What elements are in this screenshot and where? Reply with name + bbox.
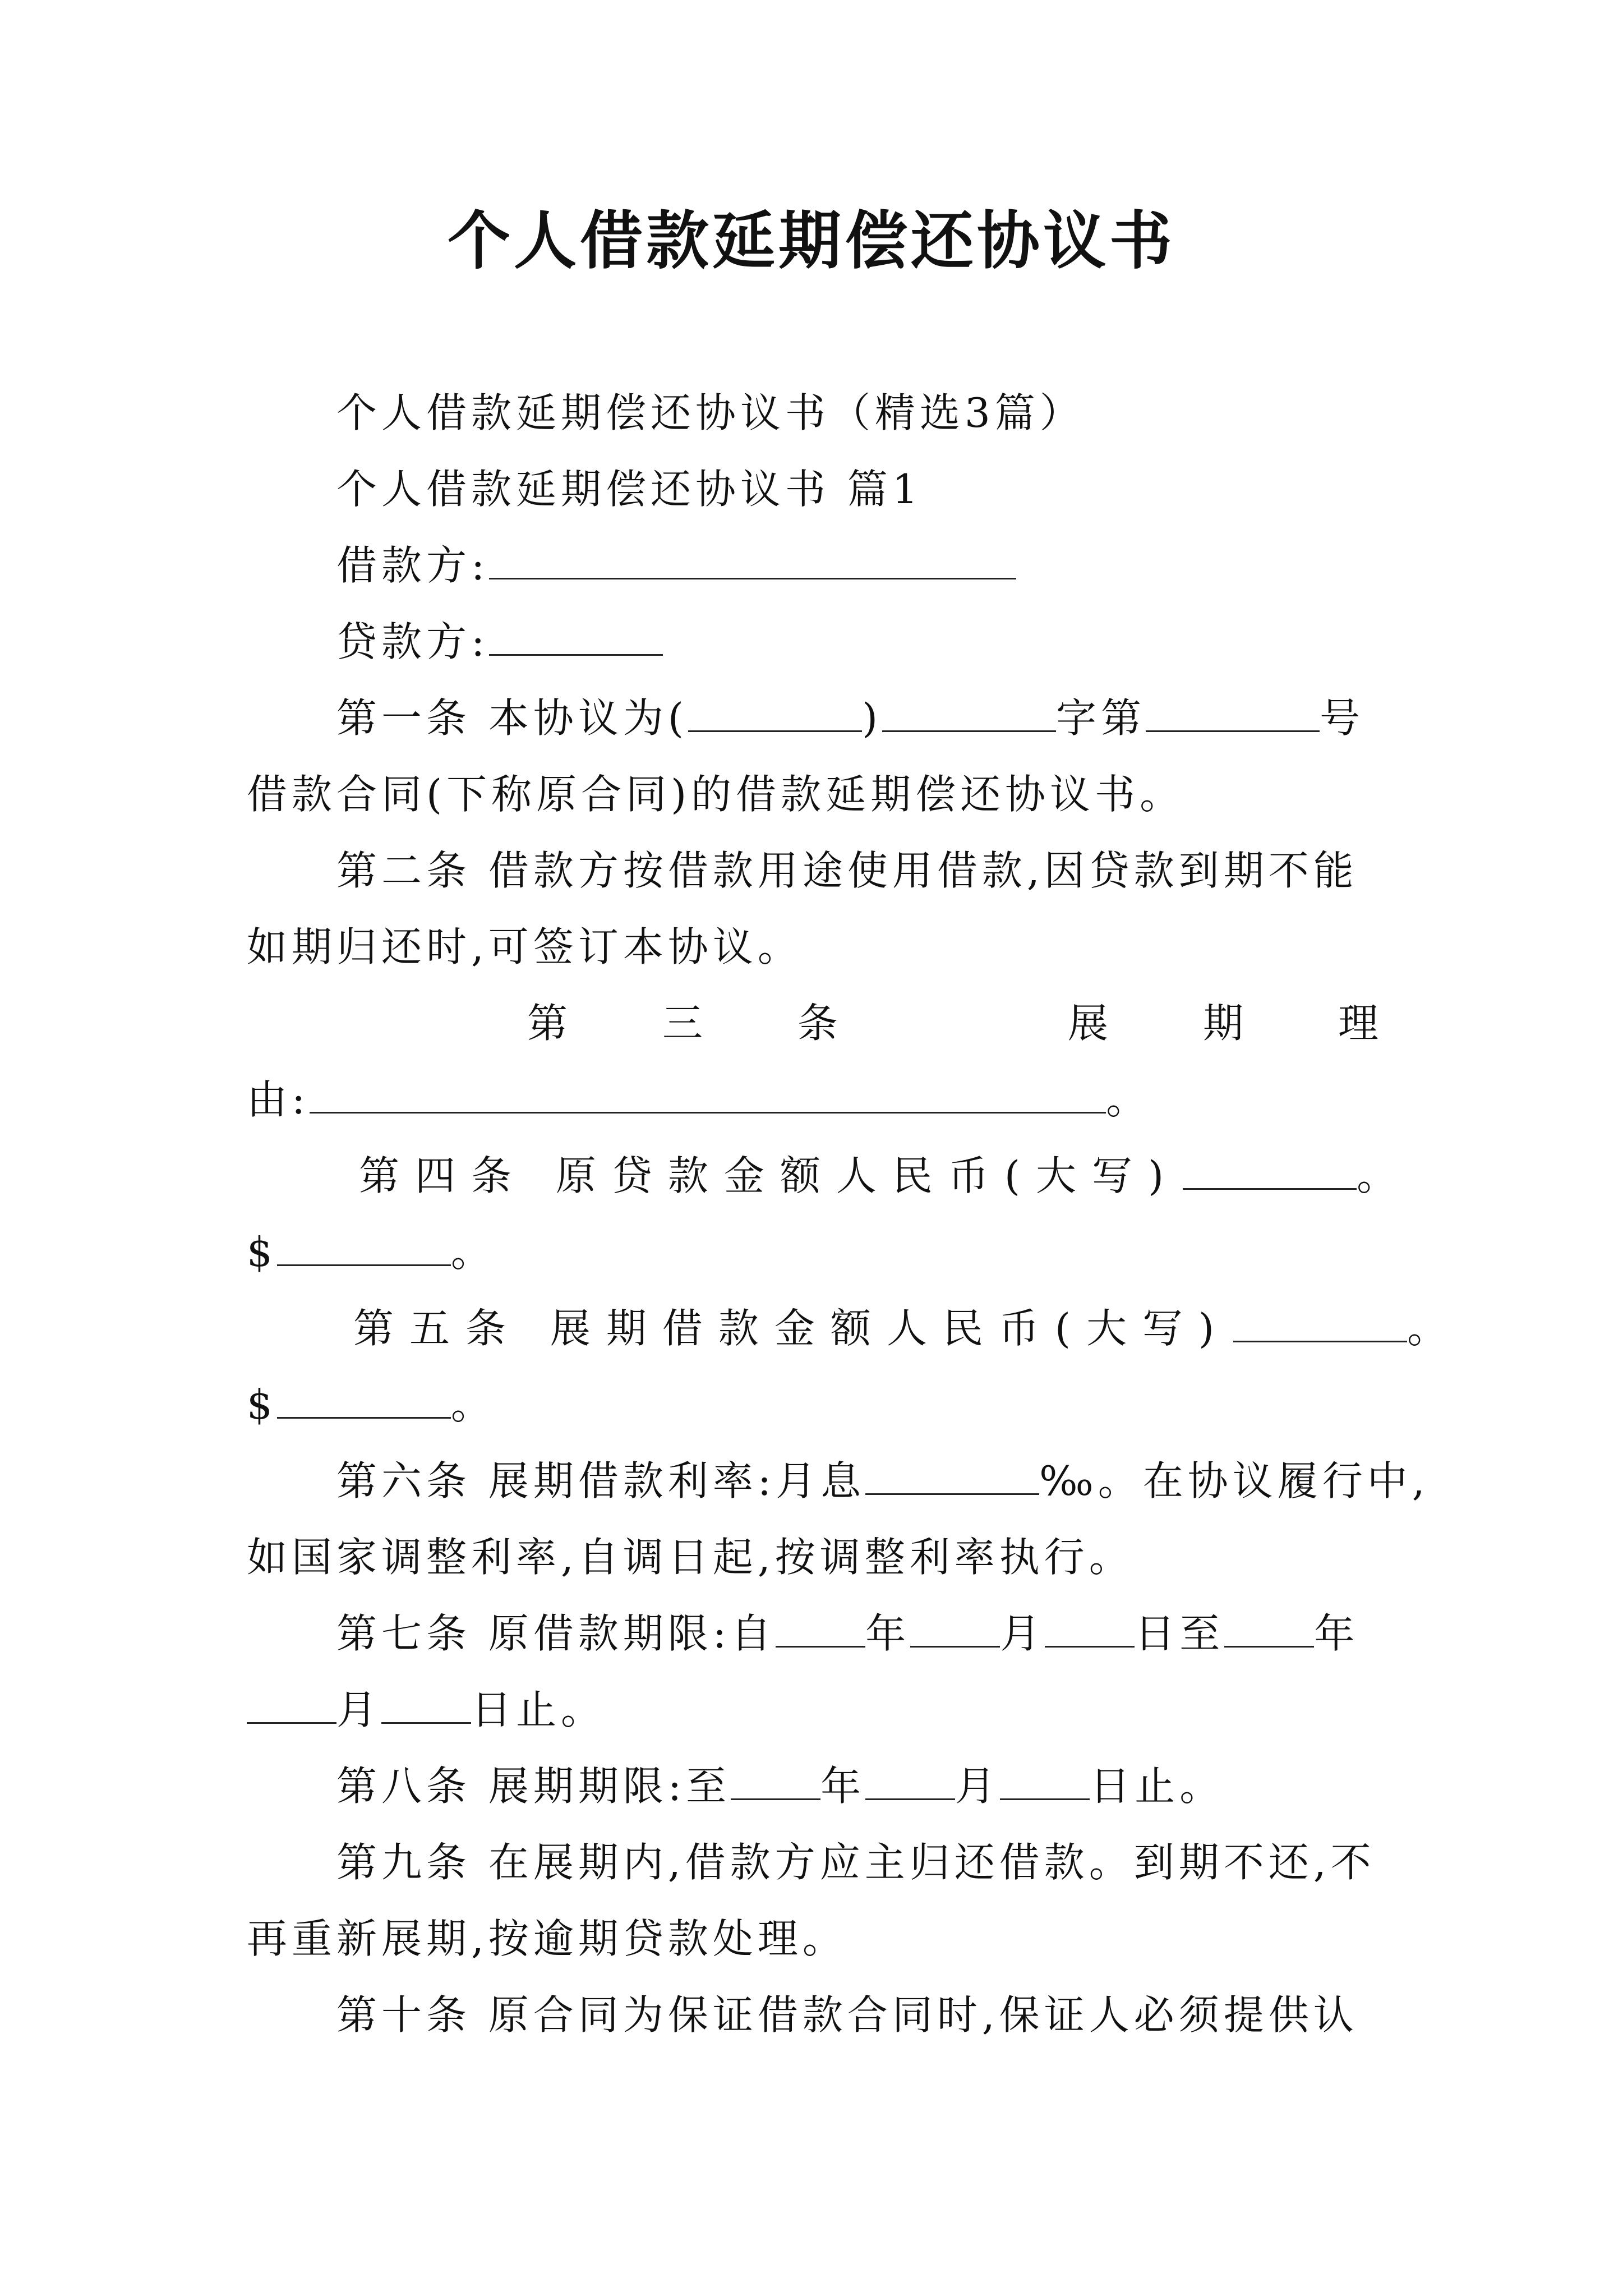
article-7-blank-5[interactable]: [247, 1683, 336, 1724]
article-4-text: 第四条 原贷款金额人民币(大写): [359, 1152, 1180, 1199]
article-8-year: 年: [820, 1763, 866, 1810]
article-6-blank[interactable]: [865, 1454, 1039, 1495]
article-8-month: 月: [955, 1763, 1000, 1810]
document-title: 个人借款延期偿还协议书: [448, 204, 1175, 278]
article-6-line-2: 如国家调整利率,自调日起,按调整利率执行。: [247, 1534, 1134, 1581]
article-2-line-1: 第二条 借款方按借款用途使用借款,因贷款到期不能: [336, 847, 1358, 894]
article-8-blank-3[interactable]: [1000, 1759, 1090, 1800]
article-3-word-3: 条: [797, 1000, 843, 1047]
article-1-text-c: 字第: [1056, 694, 1146, 742]
article-10-line-1: 第十条 原合同为保证借款合同时,保证人必须提供认: [336, 1991, 1358, 2039]
article-7-blank-1[interactable]: [776, 1607, 865, 1648]
article-4-line-2-end: 。: [450, 1228, 496, 1276]
article-6-text-a: 第六条 展期借款利率:月息: [336, 1457, 866, 1504]
article-3-text-start: 由:: [247, 1076, 310, 1123]
article-7-line-2: [247, 1672, 1383, 1748]
lender-line: [247, 604, 1383, 680]
article-5-dollar: $: [247, 1381, 277, 1428]
article-1-blank-2[interactable]: [882, 691, 1056, 732]
article-9-line-2: 再重新展期,按逾期贷款处理。: [247, 1915, 847, 1962]
article-1-blank-3[interactable]: [1146, 691, 1320, 732]
article-6-line-1: [247, 1443, 1430, 1519]
article-1-text-d: 号: [1320, 694, 1365, 742]
article-1-text-b: ): [861, 694, 883, 742]
article-3-text-end: 。: [1106, 1076, 1151, 1123]
article-1-line-1: [247, 680, 1383, 756]
article-7-day-end: 日止。: [471, 1686, 606, 1733]
article-8-blank-1[interactable]: [731, 1759, 820, 1800]
article-5-line-2-end: 。: [450, 1381, 496, 1428]
article-5-line-1: [247, 1290, 1464, 1366]
article-1-line-2: 借款合同(下称原合同)的借款延期偿还协议书。: [247, 771, 1185, 818]
article-3-word-4: 展: [1067, 1000, 1113, 1047]
article-7-month: 月: [1000, 1610, 1045, 1657]
article-7-line-1: [247, 1595, 1383, 1672]
article-8-text-a: 第八条 展期期限:至: [336, 1763, 731, 1810]
article-3-line-2: [247, 1061, 1383, 1138]
borrower-line: [247, 527, 1383, 604]
part-heading: 个人借款延期偿还协议书 篇1: [336, 466, 923, 513]
article-1-text-a: 第一条 本协议为(: [336, 694, 688, 742]
lender-blank[interactable]: [489, 615, 663, 656]
article-5-blank-2[interactable]: [277, 1378, 451, 1419]
article-8-blank-2[interactable]: [865, 1759, 955, 1800]
article-3-word-1: 第: [527, 1000, 573, 1047]
article-5-blank-1[interactable]: [1233, 1301, 1407, 1342]
article-8-line-1: [247, 1748, 1383, 1824]
article-4-line-1: [247, 1138, 1413, 1214]
article-5-end: 。: [1407, 1305, 1464, 1352]
article-3-word-5: 期: [1202, 1000, 1248, 1047]
article-6-text-b: ‰。在协议履行中,: [1039, 1457, 1430, 1504]
borrower-blank[interactable]: [489, 539, 1016, 579]
article-5-text: 第五条 展期借款金额人民币(大写): [353, 1305, 1230, 1352]
article-7-year-2: 年: [1314, 1610, 1359, 1657]
article-9-line-1: 第九条 在展期内,借款方应主归还借款。到期不还,不: [336, 1839, 1376, 1886]
article-7-blank-6[interactable]: [381, 1683, 471, 1724]
article-3-blank[interactable]: [310, 1073, 1106, 1114]
article-7-day-to: 日至: [1135, 1610, 1225, 1657]
article-7-blank-3[interactable]: [1045, 1607, 1135, 1648]
article-7-blank-2[interactable]: [910, 1607, 1000, 1648]
article-2-line-2: 如期归还时,可签订本协议。: [247, 923, 803, 970]
article-4-blank-2[interactable]: [277, 1225, 451, 1266]
document-body: [247, 375, 1464, 2053]
article-4-dollar: $: [247, 1228, 277, 1276]
article-3-word-6: 理: [1338, 1000, 1383, 1047]
lender-label: 贷款方:: [336, 618, 490, 665]
subtitle: 个人借款延期偿还协议书（精选3篇）: [336, 389, 1085, 436]
article-4-end: 。: [1357, 1152, 1413, 1199]
article-7-year: 年: [865, 1610, 911, 1657]
article-4-line-2: [247, 1214, 1383, 1290]
article-4-blank-1[interactable]: [1183, 1149, 1357, 1190]
article-5-line-2: [247, 1366, 1383, 1443]
article-7-blank-4[interactable]: [1224, 1607, 1314, 1648]
article-7-text-a: 第七条 原借款期限:自: [336, 1610, 776, 1657]
borrower-label: 借款方:: [336, 542, 490, 589]
article-3-line-1: [247, 985, 1383, 1061]
article-7-month-2: 月: [336, 1686, 382, 1733]
article-3-word-2: 三: [662, 1000, 708, 1047]
article-1-blank-1[interactable]: [688, 691, 862, 732]
article-8-day-end: 日止。: [1090, 1763, 1225, 1810]
